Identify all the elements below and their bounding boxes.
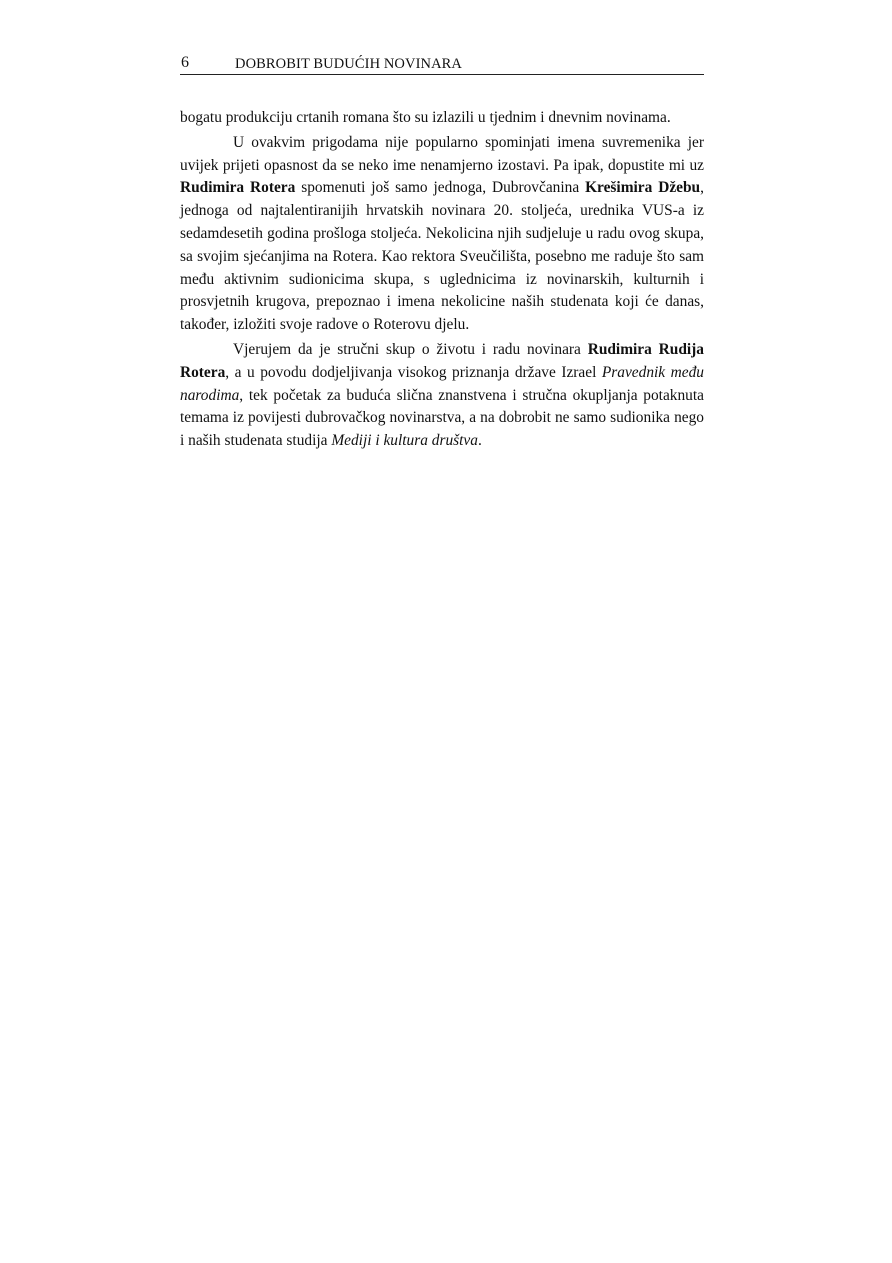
- running-title: DOBROBIT BUDUĆIH NOVINARA: [235, 56, 462, 72]
- paragraph-1: [180, 107, 704, 130]
- body-text: [180, 107, 704, 455]
- paragraph-2-text: U ovakvim prigodama nije popularno spominjati imena suvremenika jer uvijek prijeti opasnost da se neko ime nenamjerno izostavi. Pa ipak, dopustite mi uz: [180, 133, 704, 174]
- name-rudimira-rotera: Rudimira Rotera: [180, 179, 296, 197]
- study-programme-title: Mediji i kultura društva: [331, 432, 478, 450]
- name-kresimira-dzebu: Krešimira Džebu: [585, 179, 701, 197]
- paragraph-2-text: spomenuti još samo jednoga, Dubrovčanina: [295, 179, 586, 197]
- name-rudimira-rudija-rotera: Rudimira Rudija Rotera: [180, 340, 705, 381]
- paragraph-3-text: .: [477, 432, 482, 450]
- paragraph-1-text: bogatu produkciju crtanih romana što su izlazili u tjednim i dnevnim novinama.: [180, 109, 671, 126]
- running-header: [180, 53, 704, 75]
- paragraph-3-text: Vjerujem da je stručni skup o životu i radu novinara: [233, 340, 588, 358]
- page-number: 6: [181, 54, 189, 71]
- paragraph-3: [180, 339, 704, 453]
- paragraph-2-text: , jednoga od najtalentiranijih hrvatskih novinara 20. stoljeća, urednika VUS-a iz sedamdesetih godina prošloga stoljeća. Nekolicina njih sudjeluje u radu ovog skupa, sa svojim sjećanjima na Rotera. Kao rektora Sveučilišta, posebno me raduje što sam među aktivnim sudionicima skupa, s uglednicima iz novinarskih, kulturnih i prosvjetnih krugova, prepoznao i imena nekolicine naših studenata koji će danas, također, izložiti svoje radove o Roterovu djelu.: [180, 179, 704, 334]
- paragraph-2: [180, 132, 704, 337]
- paragraph-3-text: , a u povodu dodjeljivanja visokog priznanja države Izrael: [225, 363, 602, 381]
- award-title: Pravednik među narodima: [180, 363, 704, 404]
- paragraph-3-text: , tek početak za buduća slična znanstvena i stručna okupljanja potaknuta temama iz povijesti dubrovačkog novinarstva, a na dobrobit ne samo sudionika nego i naših studenata studija: [180, 386, 704, 450]
